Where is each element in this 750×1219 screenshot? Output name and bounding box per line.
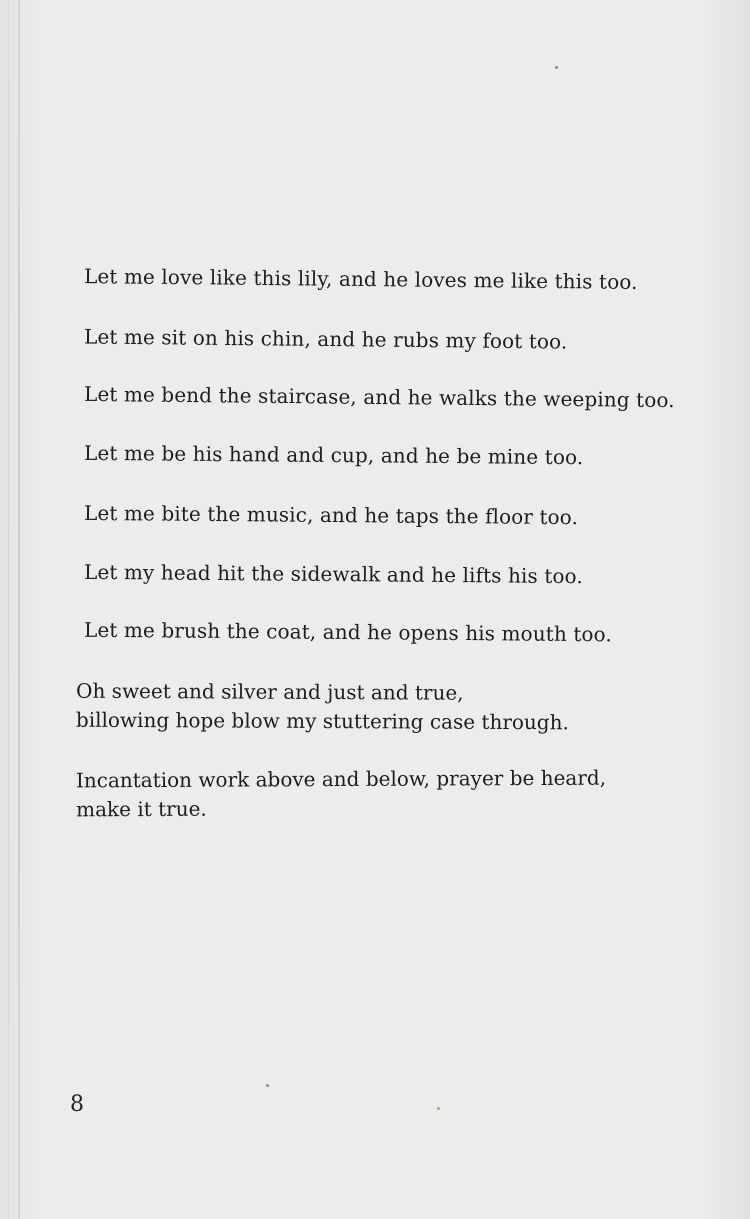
poem-line-5: Let me bite the music, and he taps the floor too. [83,500,579,530]
stanza-three [76,764,606,825]
paper-speck [555,66,558,69]
paper-speck [437,1107,440,1110]
poem-line-4: Let me be his hand and cup, and he be mine too. [83,440,584,470]
stanza-two-line-1: Oh sweet and silver and just and true, [76,678,464,705]
stanza-three-line-2: make it true. [76,796,207,822]
stanza-three-line-1: Incantation work above and below, prayer be heard, [75,765,607,793]
stanza-two-line-2: billowing hope blow my stuttering case through. [75,707,569,735]
spine-line [18,0,20,1219]
poem-line-6: Let my head hit the sidewalk and he lifts his too. [83,559,583,589]
page-number: 8 [70,1092,84,1117]
poem-line-3: Let me bend the staircase, and he walks the weeping too. [83,381,675,413]
stanza-two [76,677,569,738]
poem-line-1: Let me love like this lily, and he loves me like this too. [83,264,638,294]
poem-line-7: Let me brush the coat, and he opens his mouth too. [83,617,612,647]
poem-line-2: Let me sit on his chin, and he rubs my foot too. [83,324,568,354]
paper-speck [266,1084,269,1087]
page-edge-shadow [8,0,9,1219]
